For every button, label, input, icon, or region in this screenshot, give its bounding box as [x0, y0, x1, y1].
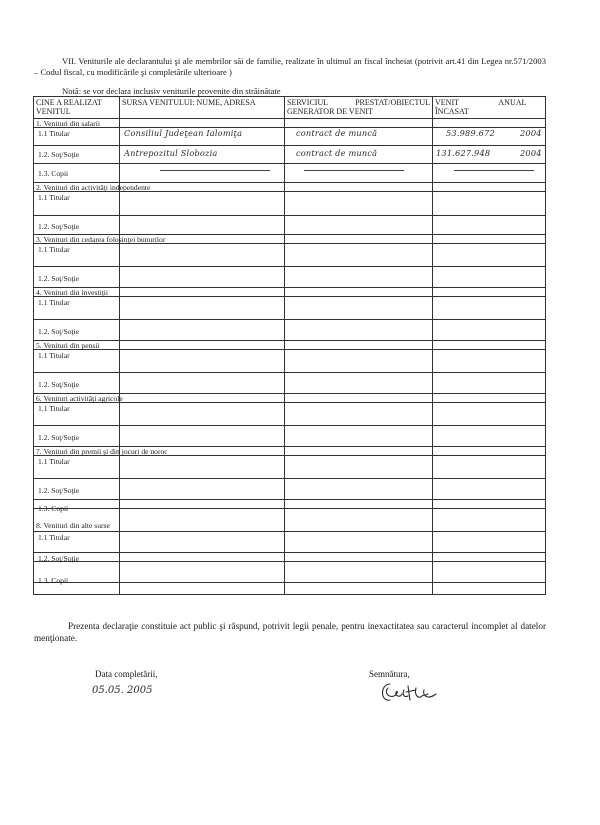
row-label: 1.2. Soţ/Soţie [38, 327, 80, 336]
closing-statement: Prezenta declaraţie constituie act public şi răspund, potrivit legii penale, pentru inexactitatea sau caracterul incomplet al datelor menţionate. [34, 621, 546, 643]
empty-dash [304, 170, 404, 171]
row-label: 1.3. Copii [38, 576, 69, 585]
header-venit: VENIT ANUAL ÎNCASAT [435, 98, 527, 116]
nota-text: Notă: se vor declara inclusiv veniturile provenite din străinătate [62, 86, 281, 96]
row-label: 1.2. Soţ/Soţie [38, 380, 80, 389]
income-amount: 53.989.672 [446, 128, 495, 138]
section-title: 2. Venituri din activităţi independente [36, 183, 151, 192]
section-title: 1. Venituri din salarii [36, 119, 100, 128]
section-title: 6. Venituri activităţi agricole [36, 394, 123, 403]
row-label: 1.1 Titular [38, 351, 70, 360]
row-label: 1.2. Soţ/Soţie [38, 274, 80, 283]
income-year: 2004 [520, 128, 542, 138]
signature-drawing [378, 678, 448, 711]
row-label: 1.1 Titular [38, 245, 70, 254]
income-amount: 131.627.948 [436, 148, 491, 158]
income-source: Consiliul Judeţean Ialomiţa [124, 128, 243, 138]
row-label: 1.1 Titular [38, 404, 70, 413]
row-label: 1.2. Soţ/Soţie [38, 433, 80, 442]
income-service: contract de muncă [296, 148, 378, 158]
row-label: 1.1 Titular [38, 193, 70, 202]
date-value: 05.05. 2005 [92, 685, 153, 696]
column-separator [119, 97, 120, 594]
row-label: 1.1 Titular [38, 129, 70, 138]
income-source: Antrepozitul Slobozia [124, 148, 218, 158]
signature-label: Semnătura, [369, 669, 410, 679]
empty-dash [160, 170, 270, 171]
section-title: 4. Venituri din investiţii [36, 288, 108, 297]
section-title: 7. Venituri din premii şi din jocuri de noroc [36, 447, 168, 456]
section-title: 8. Venituri din alte surse [36, 521, 110, 530]
header-sursa: SURSA VENITULUI: NUME, ADRESA [122, 98, 256, 107]
date-label: Data completării, [95, 669, 158, 679]
row-label: 1.2. Soţ/Soţie [38, 554, 80, 563]
empty-dash [454, 170, 534, 171]
section-title: 3. Venituri din cedarea folosinţei bunurilor [36, 235, 166, 244]
section-intro-text: VII. Veniturile ale declarantului şi ale membrilor săi de familie, realizate în ultimul an fiscal încheiat (potrivit art.41 din Legea nr.571/2003 – Codul fiscal, cu modificările şi completările ulterioare ) [34, 56, 546, 77]
header-serviciul: SERVICIUL PRESTAT/OBIECTUL GENERATOR DE VENIT [287, 98, 430, 116]
header-cine: CINE A REALIZAT VENITUL [36, 98, 102, 116]
row-label: 1.2. Soţ/Soţie [38, 222, 80, 231]
income-year: 2004 [520, 148, 542, 158]
income-service: contract de muncă [296, 128, 378, 138]
row-label: 1.1 Titular [38, 457, 70, 466]
column-separator [432, 97, 433, 594]
row-label: 1.3. Copii [38, 169, 69, 178]
section-heading [34, 56, 546, 78]
income-table [33, 96, 546, 595]
row-label: 1.1 Titular [38, 298, 70, 307]
row-label: 1.3. Copii [38, 504, 69, 513]
row-label: 1.2. Soţ/Soţie [38, 150, 80, 159]
column-separator [284, 97, 285, 594]
row-label: 1.2. Soţ/Soţie [38, 486, 80, 495]
section-title: 5. Venituri din pensii [36, 341, 100, 350]
row-label: 1.1 Titular [38, 533, 70, 542]
